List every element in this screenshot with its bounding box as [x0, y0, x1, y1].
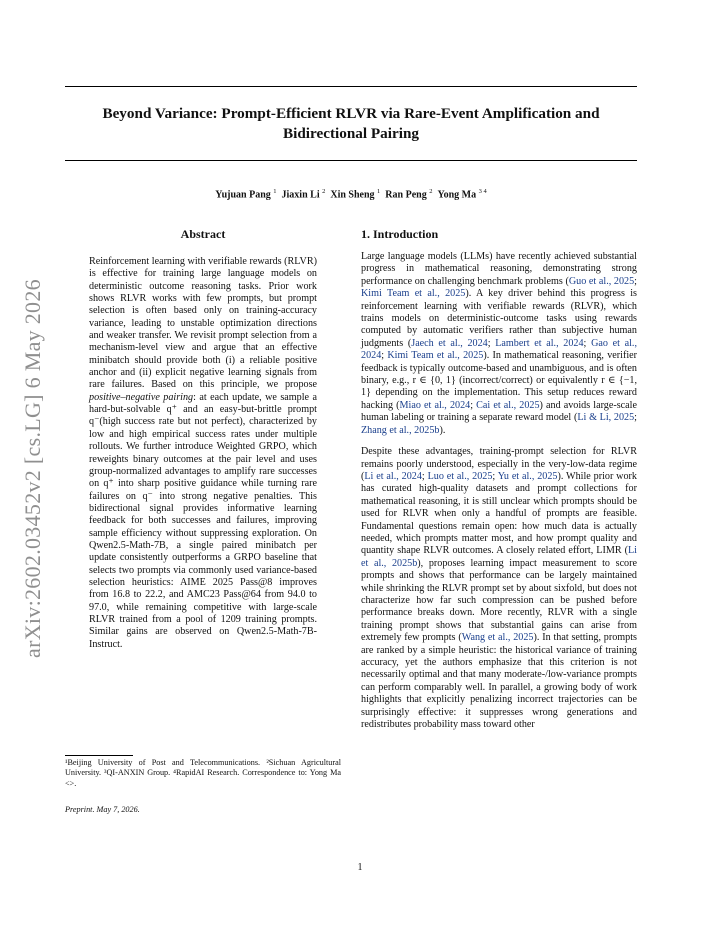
citation-link[interactable]: Jaech et al., 2024 — [411, 337, 488, 349]
paragraph-text: ; — [634, 412, 637, 424]
intro-paragraph-1 — [361, 251, 637, 437]
citation-link[interactable]: Li et al., 2025b — [361, 545, 637, 569]
paragraph-text: ; — [487, 337, 496, 349]
paragraph-text: Large language models (LLMs) have recently achieved substantial progress in mathematical reasoning, demonstrating strong performance on challenging benchmark problems ( — [361, 251, 637, 287]
author-name: Yong Ma — [437, 189, 477, 201]
paragraph-text: ). In that setting, prompts are ranked by a simple heuristic: the historical variance of training accuracy, yet the authors emphasize that this criterion is not necessarily optimal and that many moderate-/low-variance prompts can perform comparably well. In parallel, a growing body of work highlights that explicitly penalizing incorrect trajectories can be surprisingly effective: it suppresses wrong generations and redistributes probability mass toward other — [361, 632, 637, 731]
intro-paragraph-2 — [361, 446, 637, 731]
citation-link[interactable]: Li & Li, 2025 — [577, 412, 635, 424]
arxiv-identifier[interactable]: arXiv:2602.03452v2 [cs.LG] 6 May 2026 — [20, 279, 45, 658]
citation-link[interactable]: Cai et al., 2025 — [476, 399, 540, 411]
citation-link[interactable]: Miao et al., 2024 — [399, 399, 471, 411]
affiliation-footnote: ¹Beijing University of Post and Telecommunications. ²Sichuan Agricultural University. ³QI-ANXIN Group. ⁴RapidAI Research. Correspondence to: Yong Ma <>. — [65, 758, 341, 788]
paragraph-text: ; — [381, 350, 388, 362]
abstract-part-2: : at each update, we sample a hard-but-solvable q⁺ and an easy-but-brittle prompt q⁻(high success rate but not perfect), characterized by low and high empirical success rates under multiple rollouts. We further introduce Weighted GRPO, which reweights binary outcomes at the pair level and uses group-normalized advantages to amplify rare successes on q⁺ into sharp positive guidance while turning rare failures on q⁻ into strong negative penalties. This bidirectional signal provides informative learning feedback for both successes and failures, improving sample efficiency without suppressing exploration. On Qwen2.5-Math-7B, a single paired minibatch per update consistently outperforms a GRPO baseline that selects two prompts via commonly used variance-based selection heuristics: AIME 2025 Pass@8 improves from 16.8 to 22.2, and AMC23 Pass@64 from 94.0 to 97.0, while remaining competitive with large-scale RLVR trained from a pool of 1209 training prompts. Similar gains are observed on Qwen2.5-Math-7B-Instruct. — [89, 391, 317, 650]
author-affiliation-marker: 3 4 — [478, 188, 487, 195]
author-name: Jiaxin Li — [281, 189, 320, 201]
author-affiliation-marker: 2 — [429, 188, 433, 195]
author-name: Ran Peng — [385, 189, 427, 201]
citation-link[interactable]: Zhang et al., 2025b — [361, 424, 440, 436]
paragraph-text: ), proposes learning impact measurement to score prompts and shows that performance can be largely maintained while shrinking the RLVR prompt set by about sixfold, but does not characterize how far such compression can be pushed before performance breaks down. More recently, RLVR with a single training prompt shows that substantial gains can arise from extremely few prompts ( — [361, 557, 637, 644]
paragraph-text: ). — [439, 424, 446, 436]
paragraph-text: ; — [421, 470, 428, 482]
intro-heading: 1. Introduction — [361, 227, 439, 241]
author-affiliation-marker: 1 — [273, 188, 277, 195]
author-affiliation-marker: 1 — [377, 188, 381, 195]
paragraph-text: ; — [634, 275, 637, 287]
left-column — [65, 226, 341, 651]
footnote-rule — [65, 755, 133, 756]
paragraph-text: ). In mathematical reasoning, verifier feedback is typically outcome-based and unambiguous, and is often binary, e.g., r ∈ {0, 1} (incorrect/correct) or equivalently r ∈ {−1, 1} depending on the implementation. This setup reduces reward hacking ( — [361, 350, 637, 411]
paragraph-text: ). While prior work has curated high-quality datasets and prompt collections for mathematical reasoning, it is still unclear which prompts should be used for RLVR when only a handful of prompts are feasible. Fundamental questions remain open: how much data is actually needed, which prompts matter most, and how prompt quality and quantity shape RLVR outcomes. A closely related effort, LIMR ( — [361, 470, 637, 557]
paragraph-text: Despite these advantages, training-prompt selection for RLVR remains poorly understood, especially in the very-low-data regime ( — [361, 446, 637, 482]
citation-link[interactable]: Wang et al., 2025 — [461, 632, 534, 644]
page-number: 1 — [357, 862, 363, 873]
author-name: Xin Sheng — [330, 189, 375, 201]
paper-title: Beyond Variance: Prompt-Efficient RLVR via Rare-Event Amplification and Bidirectional Pairing — [102, 105, 600, 142]
abstract-text — [89, 256, 317, 651]
paragraph-text: ; — [492, 470, 498, 482]
paragraph-text: ) and avoids large-scale human labeling or training a separate reward model ( — [361, 399, 637, 424]
author-list — [65, 188, 637, 200]
top-rule — [65, 86, 637, 87]
abstract-emphasis: positive–negative pairing — [89, 391, 194, 403]
author-affiliation-marker: 2 — [322, 188, 326, 195]
right-column — [361, 226, 637, 740]
abstract-part-1: Reinforcement learning with verifiable rewards (RLVR) is effective for training large language models on deterministic outcome reasoning tasks. Prior work shows RLVR works with few prompts, but prompt selection is often based only on training-accuracy variance, leading to unstable optimization directions and weaker transfer. We revisit prompt selection from a mechanism-level view and argue that an effective minibatch should provide both (i) a reliable positive anchor and (ii) explicit negative learning signals from rare failures. Based on this principle, we propose — [89, 256, 317, 391]
preprint-note: Preprint. May 7, 2026. — [65, 805, 140, 814]
citation-link[interactable]: Lambert et al., 2024 — [495, 337, 584, 349]
paragraph-text: ). A key driver behind this progress is reinforcement learning with verifiable rewards (RLVR), which trains models on deterministic-outcome tasks using rewards computed by automatic verifiers rather than subjective human judgments ( — [361, 288, 637, 349]
author-name: Yujuan Pang — [215, 189, 271, 201]
paragraph-text: ; — [583, 337, 592, 349]
paragraph-text: ; — [470, 399, 477, 411]
abstract-heading: Abstract — [180, 227, 226, 241]
citation-link[interactable]: Kimi Team et al., 2025 — [361, 288, 466, 300]
citation-link[interactable]: Luo et al., 2025 — [427, 470, 493, 482]
citation-link[interactable]: Gao et al., 2024 — [361, 337, 637, 362]
citation-link[interactable]: Guo et al., 2025 — [568, 275, 635, 287]
citation-link[interactable]: Kimi Team et al., 2025 — [387, 350, 484, 362]
citation-link[interactable]: Yu et al., 2025 — [497, 470, 558, 482]
title-bottom-rule — [65, 160, 637, 161]
citation-link[interactable]: Li et al., 2024 — [364, 470, 422, 482]
